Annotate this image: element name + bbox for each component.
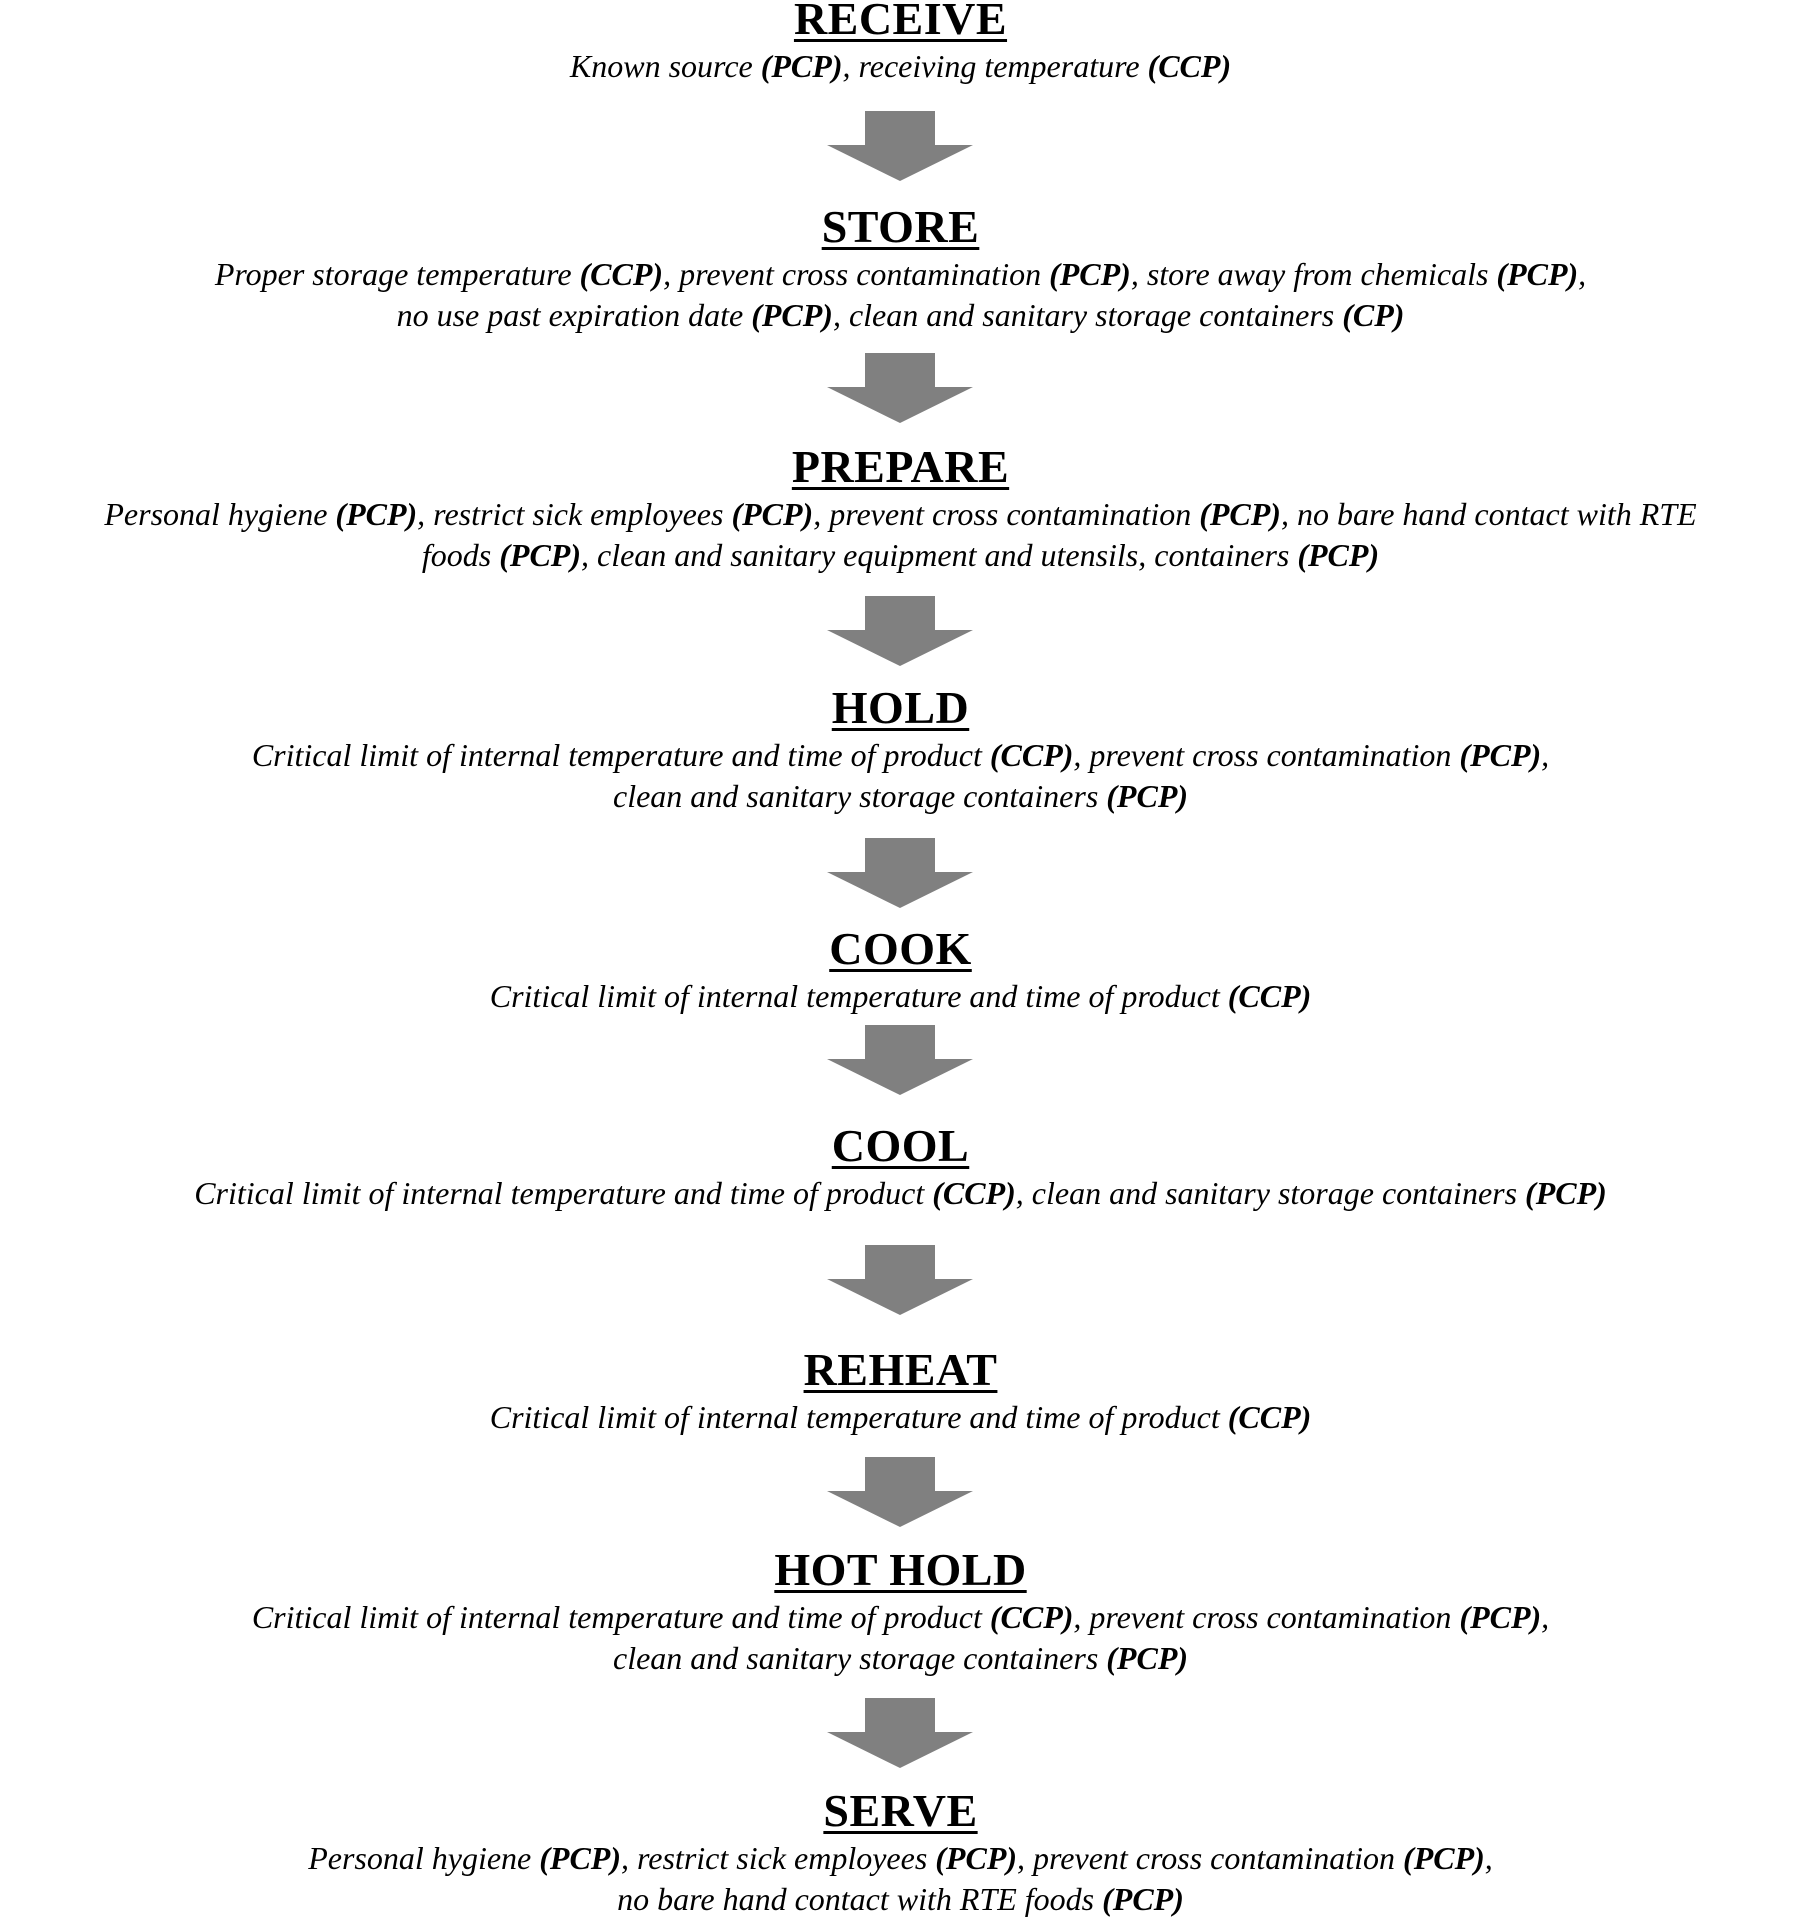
control-point-label: (PCP) — [335, 496, 418, 532]
description-line — [0, 1838, 1801, 1879]
description-text: , receiving temperature — [842, 48, 1148, 84]
down-arrow-icon — [827, 1025, 973, 1095]
description-text: foods — [421, 537, 500, 573]
step-description — [0, 254, 1801, 336]
step-title: HOLD — [831, 682, 970, 733]
step-title: RECEIVE — [793, 0, 1008, 44]
control-point-label: (PCP) — [760, 48, 843, 84]
step-cool — [0, 1121, 1801, 1214]
description-text: Proper storage temperature — [214, 256, 580, 292]
description-line — [0, 295, 1801, 336]
control-point-label: (PCP) — [1199, 496, 1281, 532]
control-point-label: (PCP) — [1102, 1881, 1184, 1917]
down-arrow-icon — [827, 111, 973, 181]
down-arrow-icon — [827, 1245, 973, 1315]
control-point-label: (PCP) — [1106, 1640, 1189, 1676]
description-line — [0, 1597, 1801, 1638]
description-text: , no bare hand contact with RTE — [1280, 496, 1697, 532]
control-point-label: (PCP) — [499, 537, 581, 573]
description-text: Critical limit of internal temperature and time of product — [489, 1399, 1228, 1435]
step-prepare — [0, 442, 1801, 576]
control-point-label: (PCP) — [1049, 256, 1131, 292]
control-point-label: (PCP) — [1525, 1175, 1607, 1211]
control-point-label: (CCP) — [1227, 978, 1312, 1014]
step-description — [0, 1838, 1801, 1920]
step-serve — [0, 1786, 1801, 1920]
step-receive — [0, 0, 1801, 87]
description-line — [0, 494, 1801, 535]
description-text: , store away from chemicals — [1130, 256, 1497, 292]
step-description — [0, 1597, 1801, 1679]
control-point-label: (PCP) — [539, 1840, 621, 1876]
step-title: PREPARE — [791, 441, 1010, 492]
step-title: COOK — [829, 923, 972, 974]
description-text: , clean and sanitary storage containers — [1015, 1175, 1526, 1211]
description-text: , prevent cross contamination — [813, 496, 1200, 532]
control-point-label: (PCP) — [1459, 1599, 1542, 1635]
description-text: , prevent cross contamination — [663, 256, 1050, 292]
control-point-label: (CCP) — [932, 1175, 1016, 1211]
step-hot-hold — [0, 1545, 1801, 1679]
control-point-label: (CCP) — [989, 737, 1074, 773]
description-line — [0, 254, 1801, 295]
description-text: , restrict sick employees — [621, 1840, 936, 1876]
control-point-label: (PCP) — [1297, 537, 1380, 573]
description-text: , prevent cross contamination — [1073, 737, 1460, 773]
step-description — [0, 1397, 1801, 1438]
description-text: Personal hygiene — [308, 1840, 540, 1876]
description-text: no use past expiration date — [396, 297, 752, 333]
step-title: REHEAT — [803, 1344, 998, 1395]
step-hold — [0, 683, 1801, 817]
control-point-label: (PCP) — [1106, 778, 1189, 814]
description-text: , restrict sick employees — [417, 496, 732, 532]
description-line — [0, 1879, 1801, 1920]
description-text: , prevent cross contamination — [1017, 1840, 1404, 1876]
control-point-label: (PCP) — [935, 1840, 1018, 1876]
description-line — [0, 46, 1801, 87]
description-text: , clean and sanitary equipment and utensils, containers — [580, 537, 1298, 573]
description-text: , — [1541, 1599, 1550, 1635]
step-title: STORE — [821, 201, 980, 252]
control-point-label: (PCP) — [1403, 1840, 1485, 1876]
description-text: clean and sanitary storage containers — [612, 1640, 1107, 1676]
control-point-label: (PCP) — [751, 297, 833, 333]
description-text: clean and sanitary storage containers — [612, 778, 1107, 814]
description-line — [0, 1638, 1801, 1679]
description-text: Critical limit of internal temperature and time of product — [251, 737, 990, 773]
control-point-label: (PCP) — [731, 496, 814, 532]
description-line — [0, 1173, 1801, 1214]
control-point-label: (CCP) — [1227, 1399, 1312, 1435]
control-point-label: (CCP) — [989, 1599, 1074, 1635]
down-arrow-icon — [827, 353, 973, 423]
step-title: SERVE — [823, 1785, 978, 1836]
control-point-label: (PCP) — [1496, 256, 1579, 292]
control-point-label: (CCP) — [1147, 48, 1232, 84]
description-text: Critical limit of internal temperature and time of product — [489, 978, 1228, 1014]
step-reheat — [0, 1345, 1801, 1438]
step-store — [0, 202, 1801, 336]
step-description — [0, 976, 1801, 1017]
description-line — [0, 776, 1801, 817]
description-text: , — [1578, 256, 1587, 292]
step-title: COOL — [831, 1120, 970, 1171]
step-description — [0, 494, 1801, 576]
step-title: HOT HOLD — [774, 1544, 1027, 1595]
description-text: , — [1484, 1840, 1493, 1876]
description-text: Critical limit of internal temperature and time of product — [251, 1599, 990, 1635]
description-text: , prevent cross contamination — [1073, 1599, 1460, 1635]
description-line — [0, 735, 1801, 776]
description-text: , clean and sanitary storage containers — [832, 297, 1343, 333]
description-text: , — [1541, 737, 1550, 773]
control-point-label: (CCP) — [579, 256, 664, 292]
description-text: no bare hand contact with RTE foods — [617, 1881, 1103, 1917]
down-arrow-icon — [827, 838, 973, 908]
control-point-label: (PCP) — [1459, 737, 1542, 773]
description-line — [0, 976, 1801, 1017]
step-cook — [0, 924, 1801, 1017]
down-arrow-icon — [827, 596, 973, 666]
down-arrow-icon — [827, 1698, 973, 1768]
description-line — [0, 1397, 1801, 1438]
step-description — [0, 46, 1801, 87]
description-text: Personal hygiene — [104, 496, 336, 532]
description-text: Known source — [569, 48, 761, 84]
control-point-label: (CP) — [1342, 297, 1405, 333]
down-arrow-icon — [827, 1457, 973, 1527]
description-text: Critical limit of internal temperature and time of product — [194, 1175, 933, 1211]
step-description — [0, 1173, 1801, 1214]
description-line — [0, 535, 1801, 576]
step-description — [0, 735, 1801, 817]
